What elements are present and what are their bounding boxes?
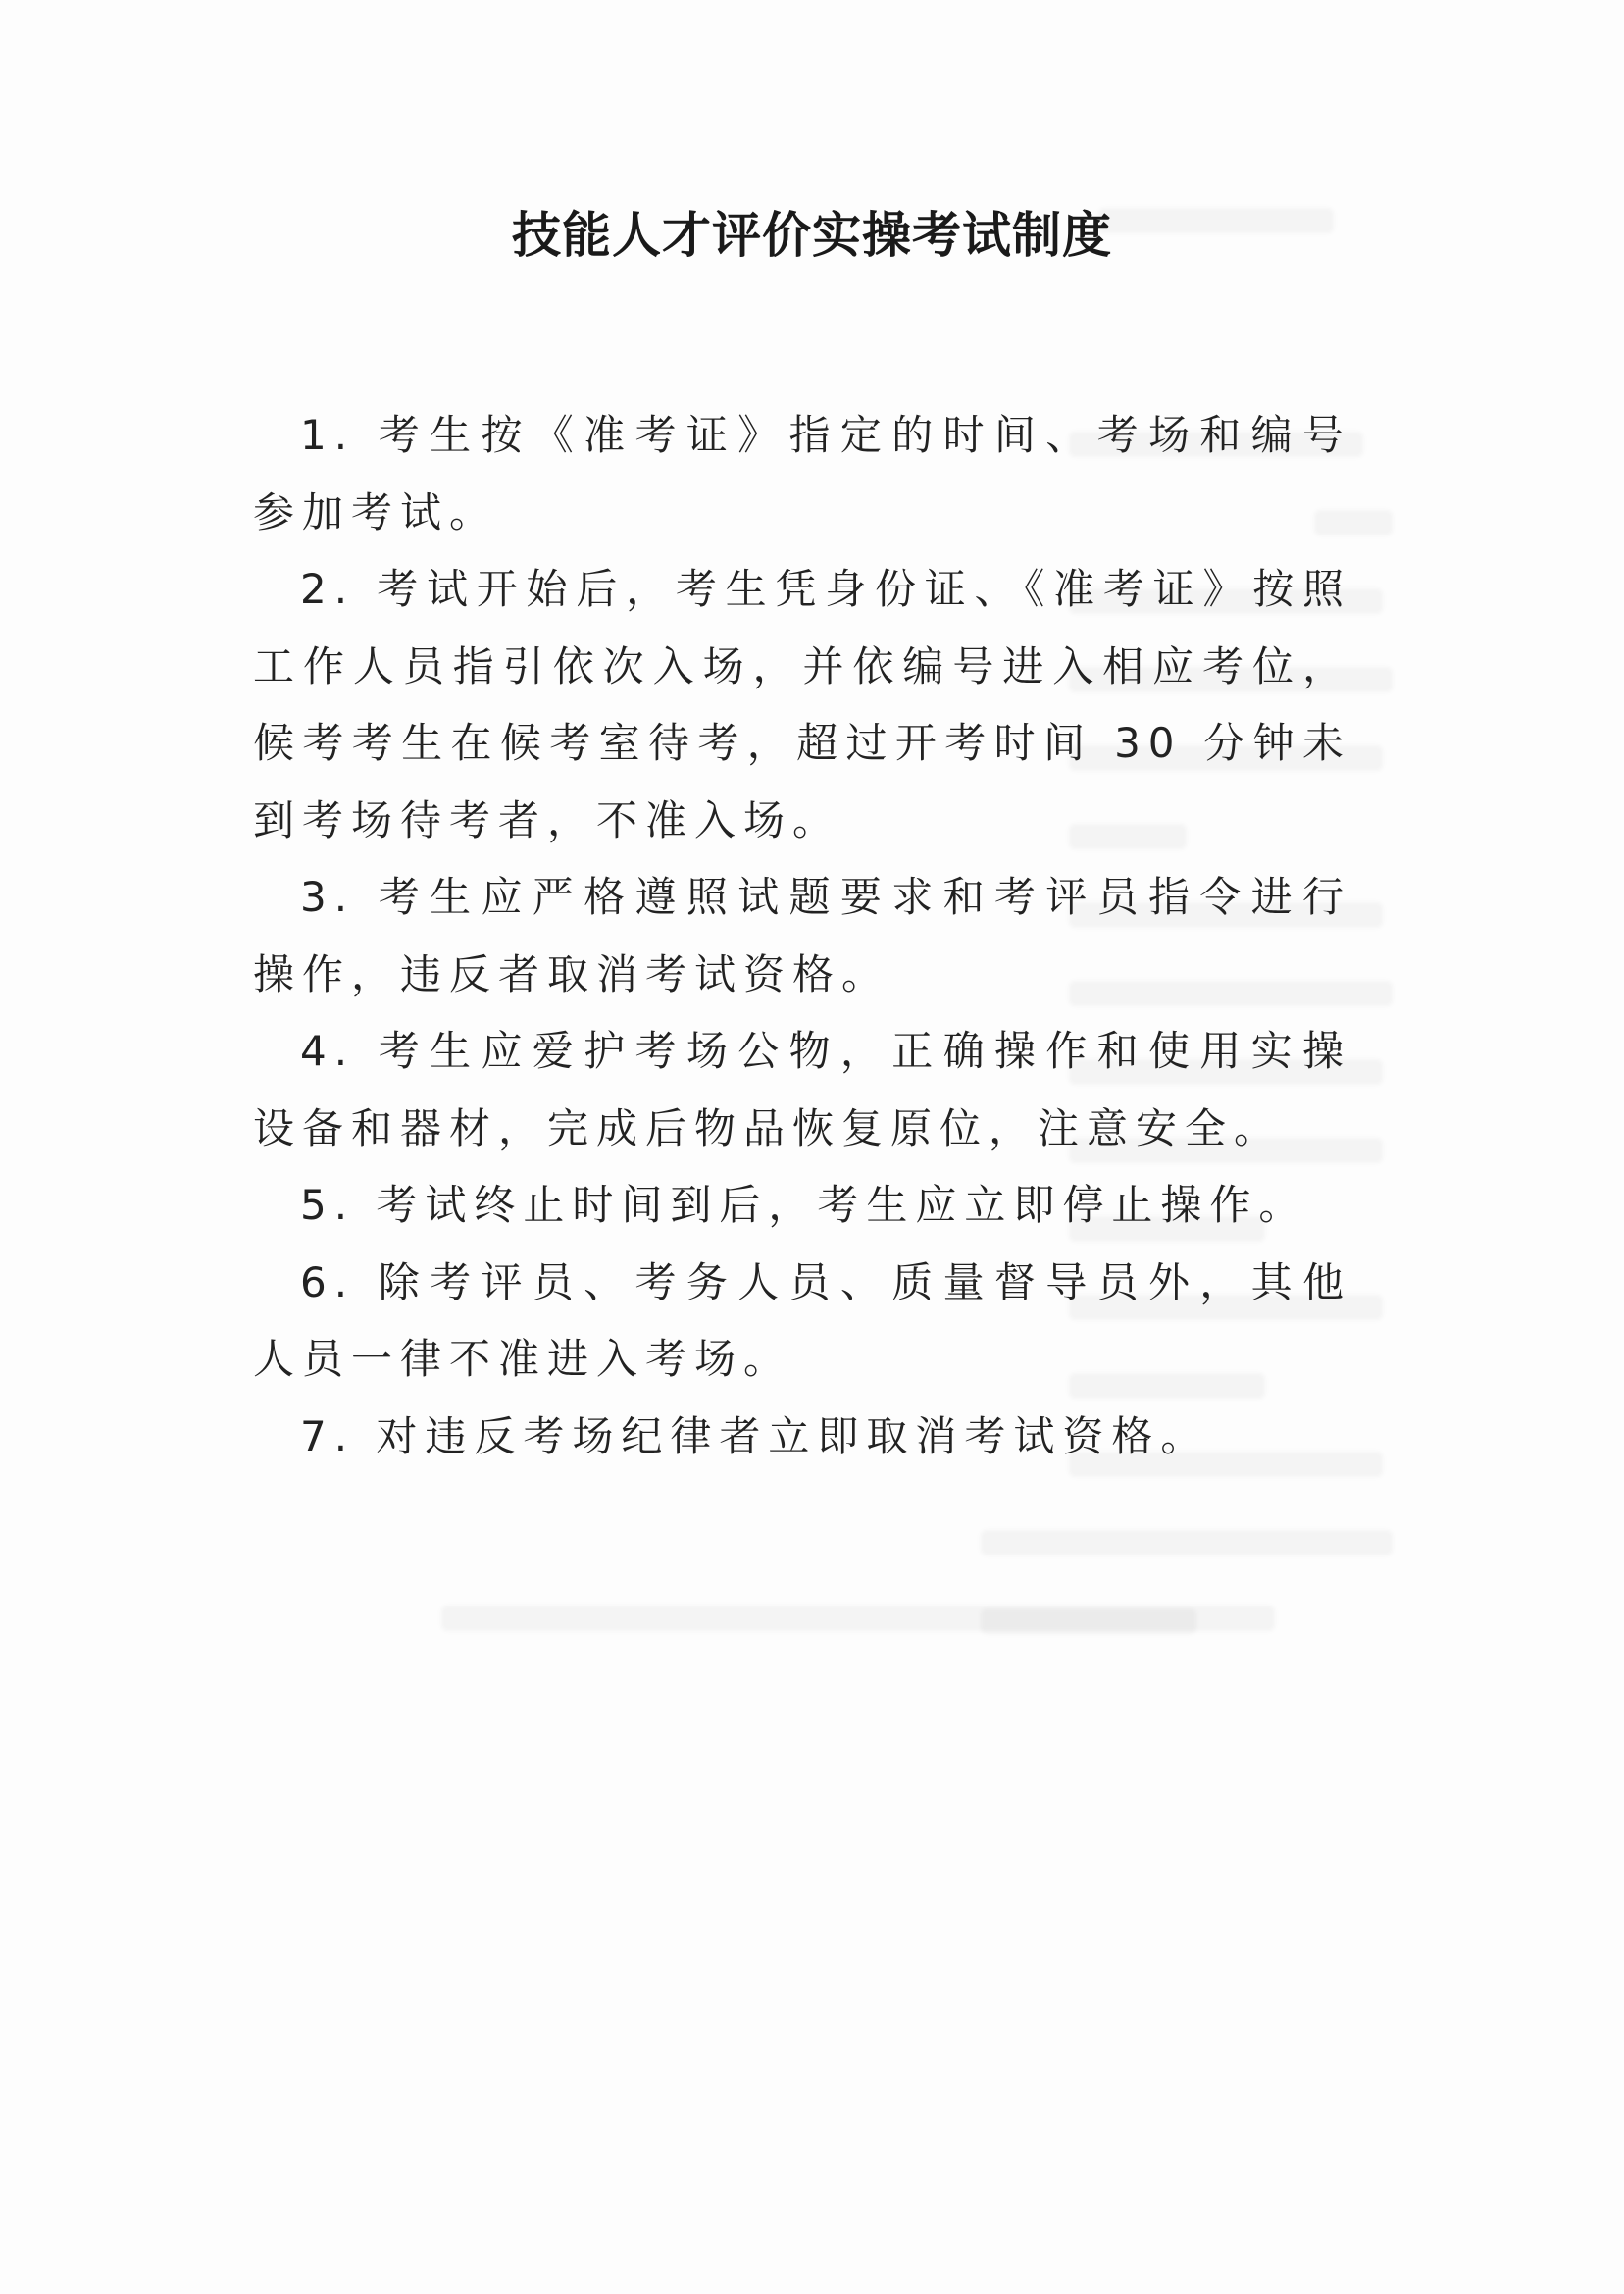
rule-paragraph-2: 2. 考试开始后，考生凭身份证、《准考证》按照工作人员指引依次入场，并依编号进入相应考位，候考考生在候考室待考，超过开考时间 30 分钟未到考场待考者，不准入场。: [253, 565, 1351, 844]
rule-paragraph-5: 5. 考试终止时间到后，考生应立即停止操作。: [300, 1181, 1308, 1229]
rules-list: [253, 397, 1351, 1475]
rule-paragraph-7: 7. 对违反考场纪律者立即取消考试资格。: [300, 1411, 1210, 1460]
rule-paragraph-1: 1. 考生按《准考证》指定的时间、考场和编号参加考试。: [253, 411, 1351, 536]
rule-paragraph-4: 4. 考生应爱护考场公物，正确操作和使用实操设备和器材，完成后物品恢复原位，注意安全。: [253, 1027, 1351, 1152]
rule-paragraph-6: 6. 除考评员、考务人员、质量督导员外，其他人员一律不准进入考场。: [253, 1257, 1351, 1383]
rule-paragraph-3: 3. 考生应严格遵照试题要求和考评员指令进行操作，违反者取消考试资格。: [253, 873, 1351, 998]
document-title: 技能人才评价实操考试制度: [512, 207, 1112, 264]
